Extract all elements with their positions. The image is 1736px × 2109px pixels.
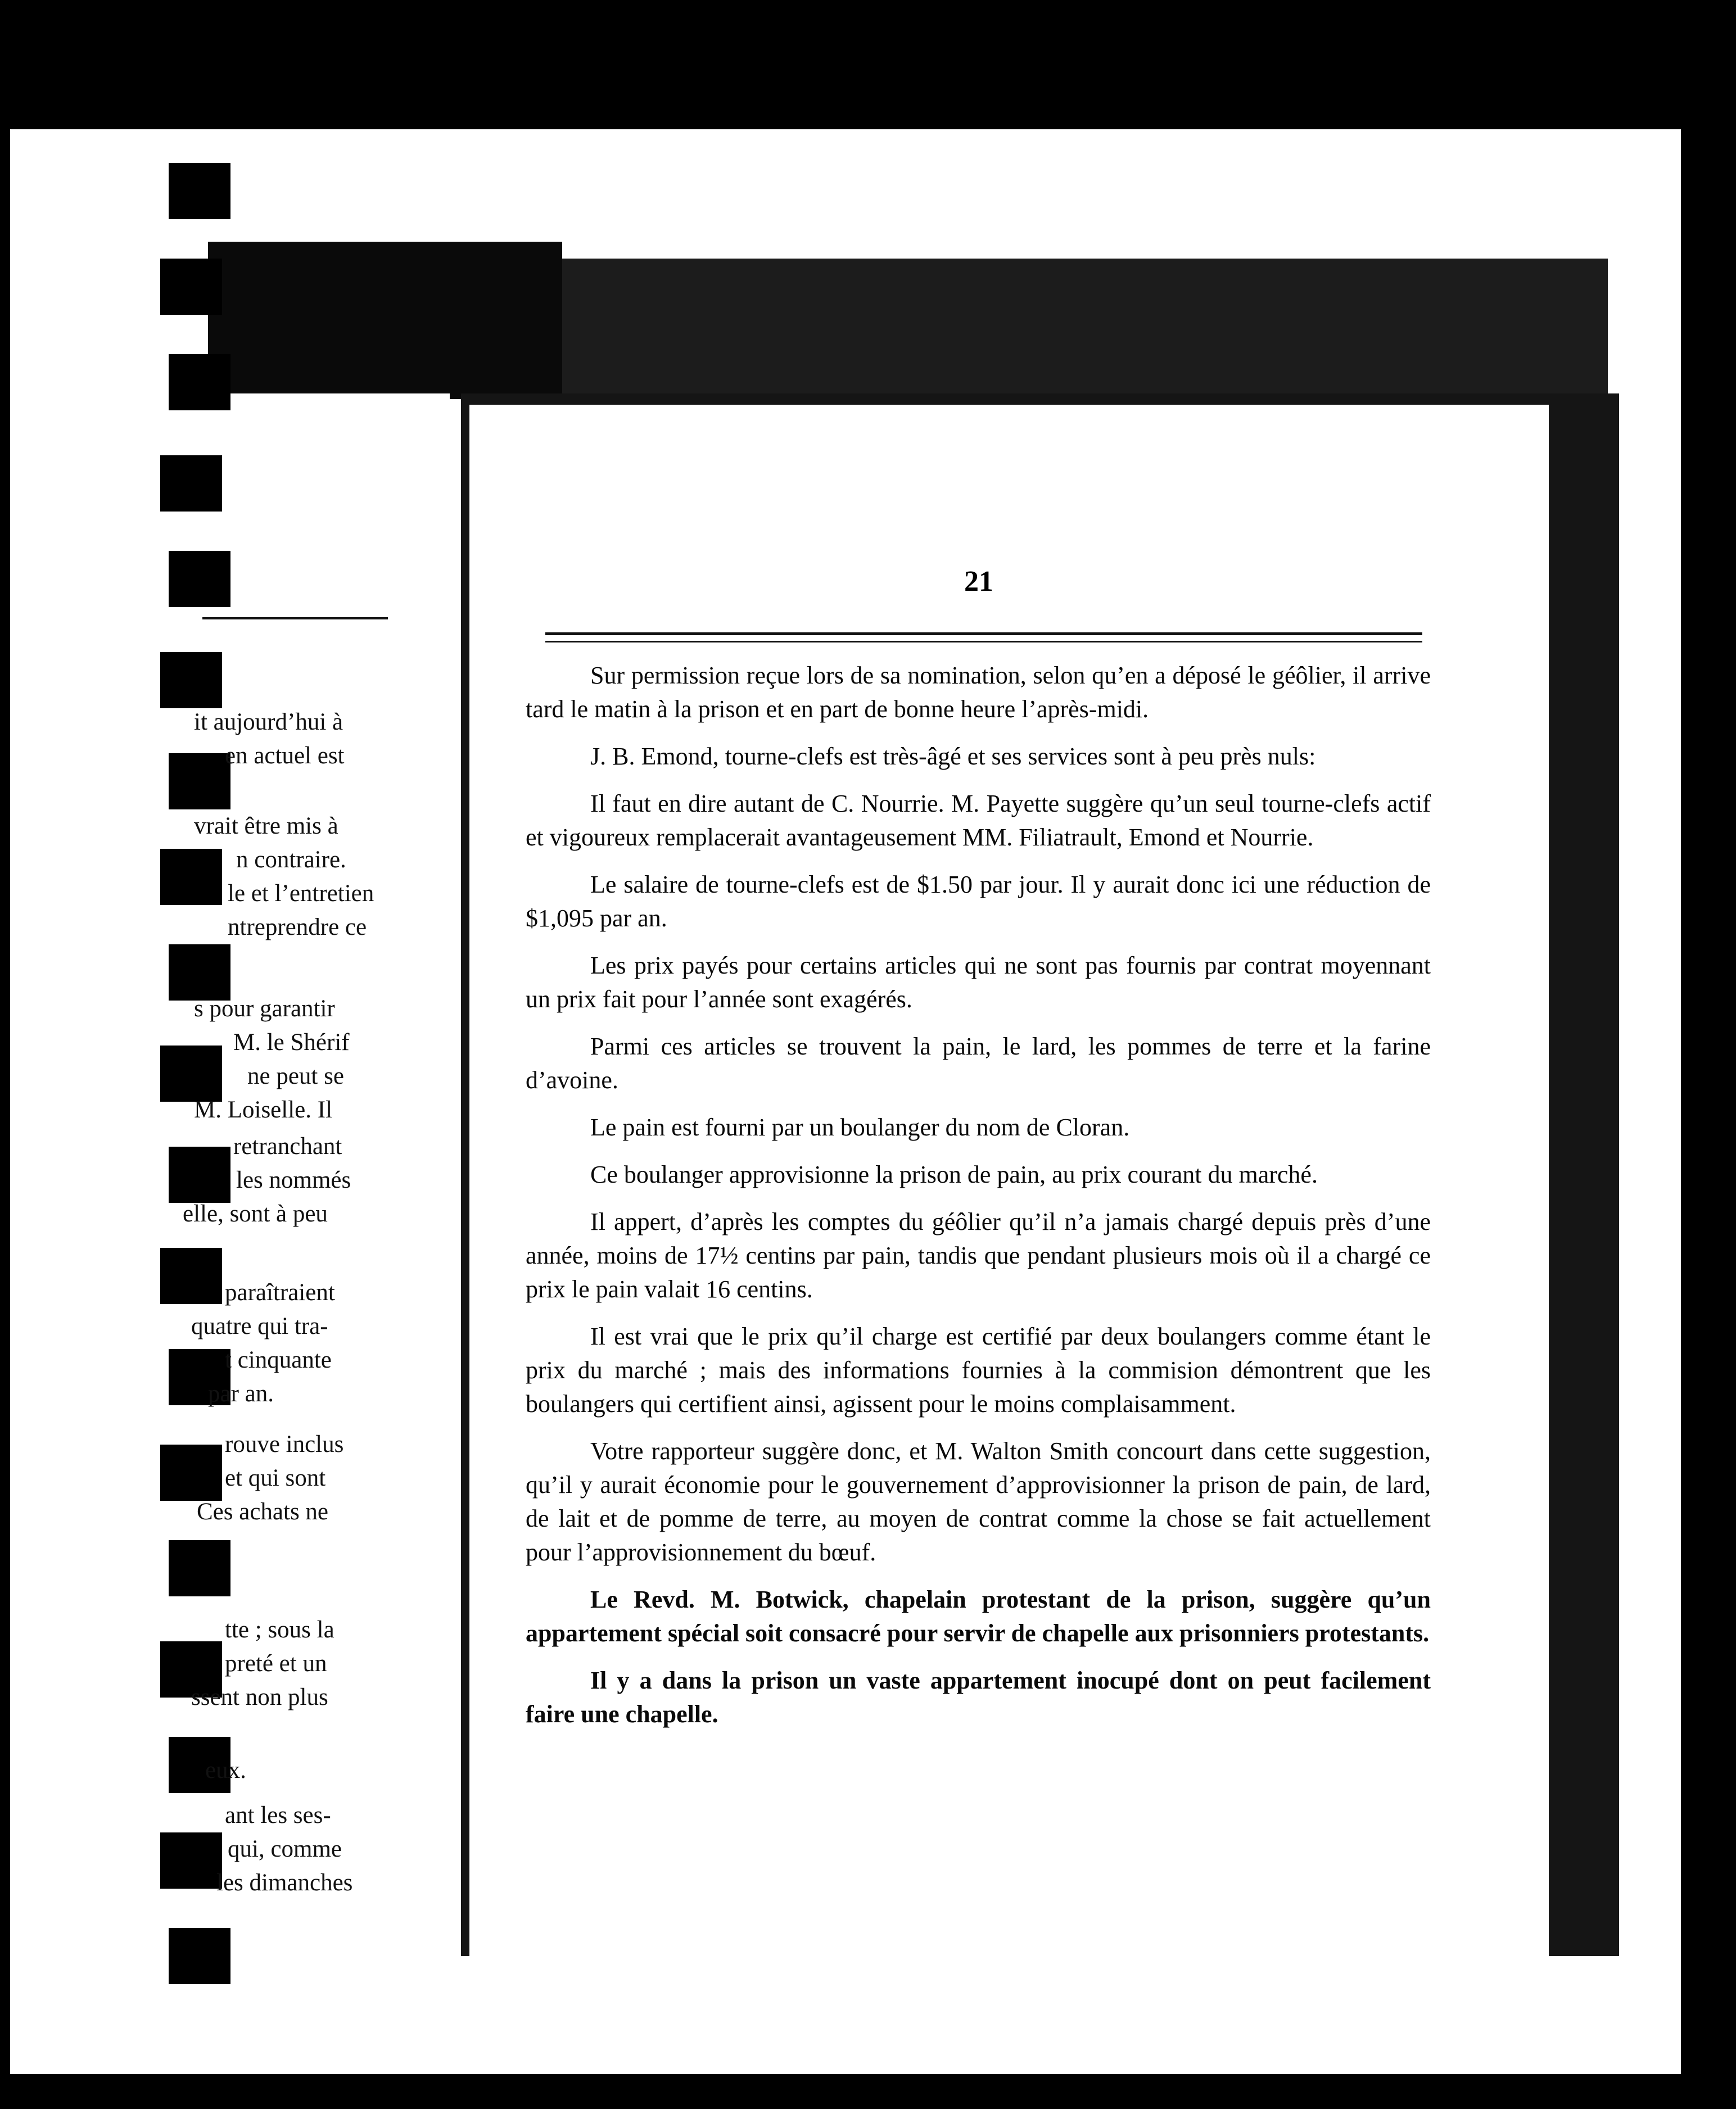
left-page-line: les dimanches xyxy=(216,1870,353,1896)
left-page-line: qui, comme xyxy=(228,1836,342,1862)
paragraph: Ce boulanger approvisionne la prison de pain, au prix courant du marché. xyxy=(590,1161,1318,1188)
paragraph: Les prix payés pour certains articles qui ne sont pas fournis par contrat moyennant un prix fait pour l’année sont exagérés. xyxy=(526,952,1431,1013)
paragraph: Il appert, d’après les comptes du géôlier qu’il n’a jamais chargé depuis près d’une année, moins de 17½ centins par pain, tandis que pendant plusieurs mois où il a chargé ce prix le pain valait 16 centins. xyxy=(526,1208,1431,1303)
left-page-line: s pour garantir xyxy=(194,995,335,1022)
spiral-ring xyxy=(169,1540,230,1596)
spiral-ring xyxy=(169,944,230,1001)
page-21 xyxy=(469,405,1549,2012)
spiral-ring xyxy=(169,753,230,809)
scan-top-border xyxy=(0,0,1736,129)
left-page-line: elle, sont à peu xyxy=(183,1201,328,1227)
header-rule xyxy=(545,632,1422,642)
left-page-line: it aujourd’hui à xyxy=(194,709,343,735)
paragraph: Parmi ces articles se trouvent la pain, le lard, les pommes de terre et la farine d’avoine. xyxy=(526,1033,1431,1094)
left-page-line: rouve inclus xyxy=(225,1431,344,1458)
paragraph: Le pain est fourni par un boulanger du nom de Cloran. xyxy=(590,1114,1130,1141)
scan-right-border xyxy=(1681,129,1736,2109)
left-page-line: ntreprendre ce xyxy=(228,914,367,940)
spiral-ring xyxy=(169,1928,230,1984)
paragraph: Le salaire de tourne-clefs est de $1.50 par jour. Il y aurait donc ici une réduction de $1,095 par an. xyxy=(526,871,1431,932)
paragraph: Le Revd. M. Botwick, chapelain protestant de la prison, suggère qu’un appartement spécial soit consacré pour servir de chapelle aux prisonniers protestants. xyxy=(526,1586,1431,1647)
left-page-strip xyxy=(10,129,179,2074)
left-page-line: quatre qui tra- xyxy=(191,1313,328,1339)
left-page-line: tte ; sous la xyxy=(225,1617,334,1643)
left-page-line: le et l’entretien xyxy=(228,880,374,907)
left-page-line: M. Loiselle. Il xyxy=(194,1097,333,1123)
left-page-line: paraîtraient xyxy=(225,1279,335,1306)
binding-shadow xyxy=(208,242,562,399)
spiral-ring xyxy=(160,1248,222,1304)
page-number: 21 xyxy=(964,565,993,598)
paragraph: Sur permission reçue lors de sa nomination, selon qu’en a déposé le géôlier, il arrive tard le matin à la prison et en part de bonne heure l’après-midi. xyxy=(526,662,1431,723)
paragraph: Il est vrai que le prix qu’il charge est certifié par deux boulangers comme étant le prix du marché ; mais des informations fournies à la commision démontrent que les boulangers qui certifient ainsi, agissent pour le moins complaisamment. xyxy=(526,1323,1431,1418)
paragraph: J. B. Emond, tourne-clefs est très-âgé et ses services sont à peu près nuls: xyxy=(590,743,1316,770)
left-page-rule xyxy=(202,617,388,619)
spiral-ring xyxy=(160,652,222,708)
left-page-line: Ces achats ne xyxy=(197,1499,329,1525)
spiral-ring xyxy=(169,1147,230,1203)
left-page-line: en actuel est xyxy=(225,743,345,769)
left-page-line: t cinquante xyxy=(225,1347,332,1373)
left-page-line: vrait être mis à xyxy=(194,813,338,839)
spiral-ring xyxy=(160,259,222,315)
left-page-line: M. le Shérif xyxy=(233,1029,350,1056)
left-page-line: preté et un xyxy=(225,1650,327,1677)
page-shadow xyxy=(562,259,1608,405)
spiral-ring xyxy=(160,455,222,512)
spiral-ring xyxy=(160,1046,222,1102)
page-body xyxy=(526,659,1431,1745)
scan-bottom-border xyxy=(0,2074,1736,2109)
left-page-line: ssent non plus xyxy=(191,1684,328,1710)
left-page-line: retranchant xyxy=(233,1133,342,1160)
left-page-line: les nommés xyxy=(236,1167,351,1193)
left-page-line: ant les ses- xyxy=(225,1802,331,1829)
left-page-line: et qui sont xyxy=(225,1465,326,1491)
scan-left-border xyxy=(0,129,10,2109)
left-page-line: n contraire. xyxy=(236,847,346,873)
paragraph: Il faut en dire autant de C. Nourrie. M. Payette suggère qu’un seul tourne-clefs actif et vigoureux remplacerait avantageusement MM. Filiatrault, Emond et Nourrie. xyxy=(526,790,1431,851)
spiral-ring xyxy=(160,1445,222,1501)
left-page-line: eux. xyxy=(205,1757,246,1784)
spiral-ring xyxy=(169,354,230,410)
left-page-line: par an. xyxy=(208,1381,274,1407)
spiral-ring xyxy=(169,163,230,219)
spiral-ring xyxy=(169,551,230,607)
spiral-ring xyxy=(160,1832,222,1889)
left-page-line: ne peut se xyxy=(247,1063,344,1089)
paragraph: Il y a dans la prison un vaste appartement inocupé dont on peut facilement faire une chapelle. xyxy=(526,1667,1431,1728)
spiral-ring xyxy=(160,849,222,905)
paragraph: Votre rapporteur suggère donc, et M. Walton Smith concourt dans cette suggestion, qu’il y aurait économie pour le gouvernement d’approvisionner la prison de pain, de lard, de lait et de pomme de terre, au moyen de contrat comme la chose se fait actuellement pour l’approvisionnement du bœuf. xyxy=(526,1437,1431,1566)
